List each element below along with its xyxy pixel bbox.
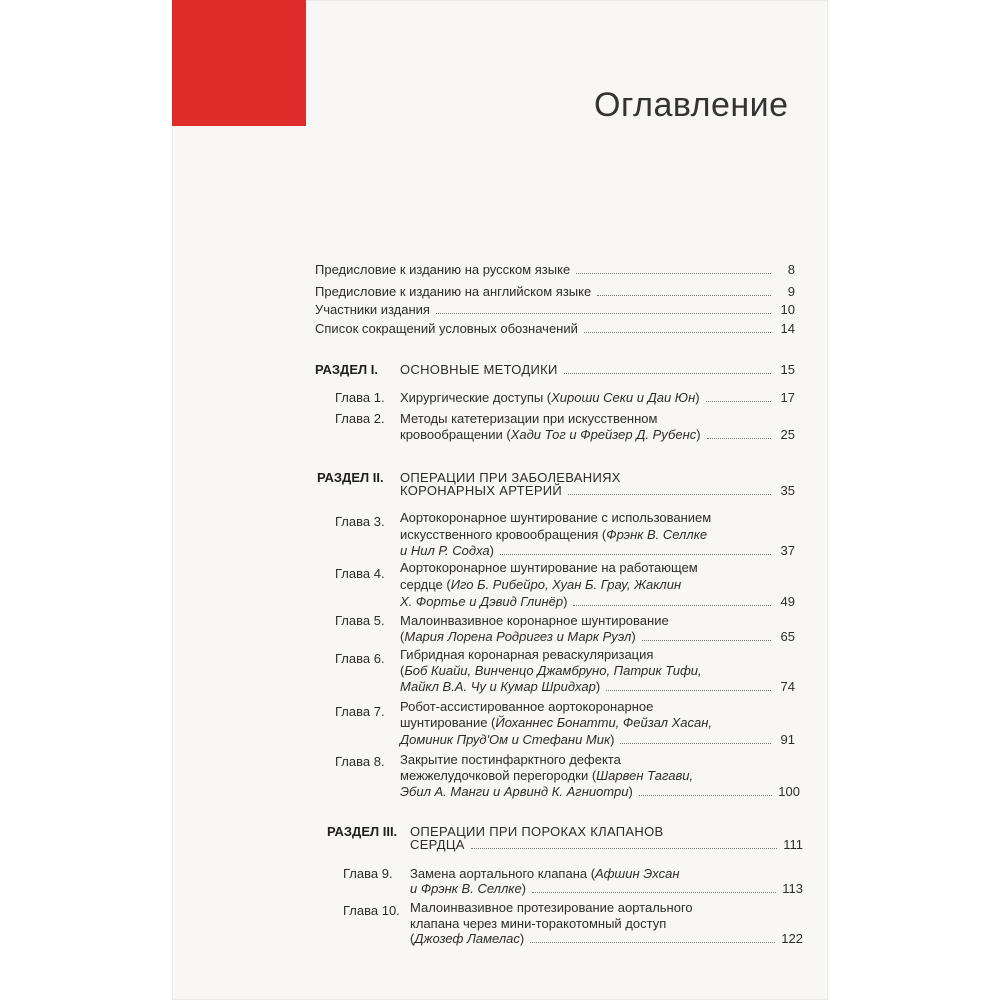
toc-entry-preface-en[interactable]: Предисловие к изданию на английском языке 9	[315, 284, 795, 299]
chapter-label: Глава 1.	[335, 390, 385, 405]
toc-entry-chapter-7[interactable]: Доминик Пруд'Ом и Стефани Мик) 91	[400, 732, 795, 747]
chapter-title-line: клапана через мини-торакотомный доступ	[410, 916, 667, 931]
chapter-title-line: сердце (Иго Б. Рибейро, Хуан Б. Грау, Жаклин	[400, 577, 682, 592]
chapter-label: Глава 9.	[343, 866, 393, 881]
chapter-label: Глава 7.	[335, 704, 385, 719]
chapter-title-line: (Боб Киайи, Винченцо Джамбруно, Патрик Тифи,	[400, 663, 702, 678]
toc-entry-contributors[interactable]: Участники издания 10	[315, 302, 795, 317]
page-title: Оглавление	[594, 86, 789, 124]
toc-entry-chapter-9[interactable]: и Фрэнк В. Селлке) 113	[410, 881, 803, 896]
chapter-title-line: Аортокоронарное шунтирование с использованием	[400, 510, 712, 525]
chapter-label: Глава 10.	[343, 903, 400, 918]
toc-entry-preface-ru[interactable]: Предисловие к изданию на русском языке 8	[315, 262, 795, 277]
chapter-label: Глава 5.	[335, 613, 385, 628]
toc-entry-chapter-5[interactable]: (Мария Лорена Родригез и Марк Руэл) 65	[400, 629, 795, 644]
chapter-label: Глава 2.	[335, 411, 385, 426]
section-label: РАЗДЕЛ I.	[315, 362, 378, 377]
section-label: РАЗДЕЛ III.	[327, 824, 398, 839]
toc-entry-chapter-6[interactable]: Майкл В.А. Чу и Кумар Шридхар) 74	[400, 679, 795, 694]
section-label: РАЗДЕЛ II.	[317, 470, 384, 485]
toc-entry-chapter-3[interactable]: и Нил Р. Содха) 37	[400, 543, 795, 558]
chapter-title-line: Гибридная коронарная реваскуляризация	[400, 647, 654, 662]
chapter-title-line: Методы катетеризации при искусственном	[400, 411, 658, 426]
chapter-title-line: искусственного кровообращения (Фрэнк В. Селлке	[400, 527, 708, 542]
chapter-label: Глава 3.	[335, 514, 385, 529]
chapter-label: Глава 6.	[335, 651, 385, 666]
toc-entry-section-3[interactable]: СЕРДЦА 111	[410, 837, 803, 852]
chapter-title-line: Робот-ассистированное аортокоронарное	[400, 699, 654, 714]
chapter-label: Глава 8.	[335, 754, 385, 769]
toc-entry-section-1[interactable]: ОСНОВНЫЕ МЕТОДИКИ 15	[400, 362, 795, 377]
chapter-title-line: межжелудочковой перегородки (Шарвен Тагави,	[400, 768, 694, 783]
chapter-title-line: Замена аортального клапана (Афшин Эхсан	[410, 866, 680, 881]
chapter-title-line: Аортокоронарное шунтирование на работающем	[400, 560, 698, 575]
toc-entry-abbreviations[interactable]: Список сокращений условных обозначений 14	[315, 321, 795, 336]
chapter-title-line: Закрытие постинфарктного дефекта	[400, 752, 621, 767]
toc-entry-chapter-4[interactable]: Х. Фортье и Дэвид Глинёр) 49	[400, 594, 795, 609]
toc-entry-chapter-10[interactable]: (Джозеф Ламелас) 122	[410, 931, 803, 946]
chapter-label: Глава 4.	[335, 566, 385, 581]
chapter-title-line: шунтирование (Йоханнес Бонатти, Фейзал Хасан,	[400, 715, 713, 730]
chapter-title-line: Малоинвазивное протезирование аортального	[410, 900, 693, 915]
toc-entry-chapter-8[interactable]: Эбил А. Манги и Арвинд К. Агниотри) 100	[400, 784, 800, 799]
toc-entry-chapter-1[interactable]: Хирургические доступы (Хироши Секи и Даи Юн) 17	[400, 390, 795, 405]
section-title-line: ОПЕРАЦИИ ПРИ ЗАБОЛЕВАНИЯХ	[400, 470, 621, 485]
toc-entry-chapter-2[interactable]: кровообращении (Хади Тог и Фрейзер Д. Рубенс) 25	[400, 427, 795, 442]
toc-entry-section-2[interactable]: КОРОНАРНЫХ АРТЕРИЙ 35	[400, 483, 795, 498]
section-title-line: ОПЕРАЦИИ ПРИ ПОРОКАХ КЛАПАНОВ	[410, 824, 664, 839]
chapter-title-line: Малоинвазивное коронарное шунтирование	[400, 613, 669, 628]
